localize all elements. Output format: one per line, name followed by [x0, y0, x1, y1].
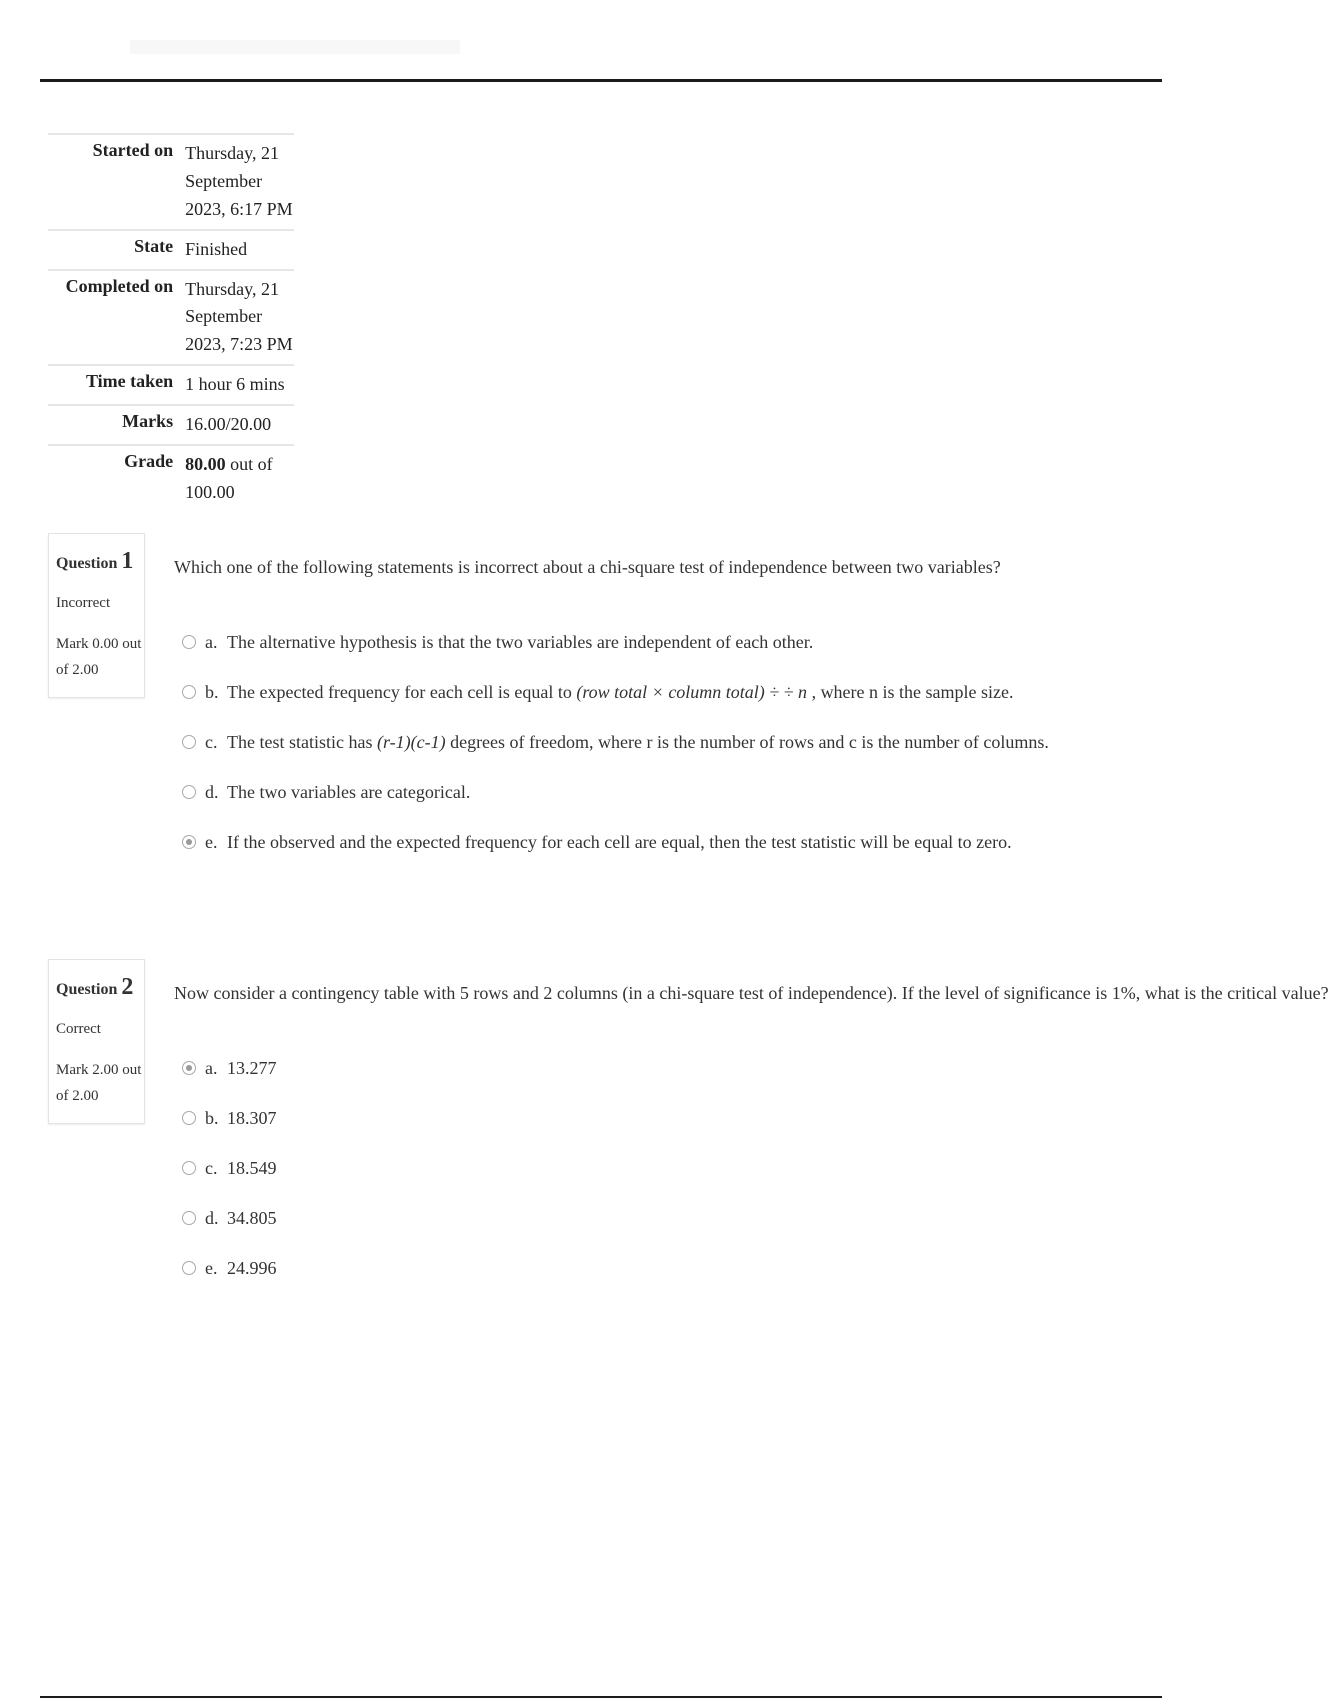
option-text: 18.549 [227, 1157, 277, 1178]
question-text: Which one of the following statements is incorrect about a chi-square test of independence between two variables? [174, 557, 1001, 577]
option-text-before: The test statistic has [227, 731, 377, 752]
answer-option-c[interactable] [182, 717, 1049, 767]
option-letter: b. [205, 1107, 219, 1128]
summary-label: Time taken [85, 371, 174, 392]
radio-button-selected[interactable] [182, 1061, 196, 1075]
option-text-after: degrees of freedom, where r is the number of rows and c is the number of columns. [445, 731, 1049, 752]
question-state: Incorrect [56, 595, 111, 611]
summary-label: Started on [92, 140, 174, 160]
summary-value: Thursday, 21 September 2023, 7:23 PM [185, 278, 293, 355]
option-letter: c. [205, 731, 218, 752]
radio-button[interactable] [182, 685, 196, 699]
option-letter: a. [205, 631, 218, 652]
bottom-divider [40, 1696, 1162, 1698]
question-info [48, 959, 145, 1124]
math-expression: (r-1)(c-1) [376, 731, 446, 752]
answer-option-a[interactable] [182, 617, 1049, 667]
answer-option-d[interactable] [182, 767, 1049, 817]
summary-row-grade [48, 445, 294, 512]
question-label: Question [56, 981, 118, 998]
option-text [227, 682, 1014, 703]
radio-button[interactable] [182, 1161, 196, 1175]
answer-option-b[interactable] [182, 1093, 277, 1143]
radio-button-selected[interactable] [182, 835, 196, 849]
top-divider [40, 79, 1162, 82]
radio-button[interactable] [182, 635, 196, 649]
question-number-value: 2 [121, 974, 134, 1000]
question-number [56, 972, 144, 1002]
summary-value [185, 445, 294, 512]
question-grade: Mark 0.00 out of 2.00 [56, 635, 142, 678]
option-letter: a. [205, 1057, 218, 1078]
option-letter: e. [205, 1257, 218, 1278]
summary-row-state [48, 230, 294, 270]
summary-label: State [134, 235, 174, 256]
option-letter: c. [205, 1157, 218, 1178]
option-letter: d. [205, 781, 219, 802]
answer-option-b[interactable] [182, 667, 1049, 717]
option-text [227, 732, 1049, 753]
summary-row-completed [48, 270, 294, 366]
question-grade: Mark 2.00 out of 2.00 [56, 1061, 142, 1104]
option-letter: e. [205, 831, 218, 852]
summary-row-marks [48, 405, 294, 445]
grade-value: 80.00 [185, 454, 226, 475]
question-state: Correct [56, 1021, 101, 1037]
option-text-before: The expected frequency for each cell is equal to [227, 681, 577, 702]
radio-button[interactable] [182, 785, 196, 799]
summary-value: Thursday, 21 September 2023, 6:17 PM [185, 143, 293, 219]
summary-value: 16.00/20.00 [185, 414, 272, 435]
radio-button[interactable] [182, 1211, 196, 1225]
question-info [48, 533, 145, 698]
summary-row-time-taken [48, 365, 294, 405]
radio-button[interactable] [182, 1111, 196, 1125]
option-letter: b. [205, 681, 219, 702]
summary-value: Finished [185, 238, 248, 259]
summary-label: Completed on [65, 275, 174, 296]
option-letter: d. [205, 1207, 219, 1228]
attempt-summary-table [48, 133, 294, 512]
answer-option-a[interactable] [182, 1043, 277, 1093]
option-text: If the observed and the expected frequency for each cell are equal, then the test statistic will be equal to zero. [227, 831, 1012, 852]
answer-option-e[interactable] [182, 817, 1049, 867]
option-text: The alternative hypothesis is that the two variables are independent of each other. [227, 631, 814, 652]
question-number [56, 546, 144, 576]
summary-label: Grade [124, 451, 174, 472]
option-text: 13.277 [227, 1057, 277, 1078]
radio-button[interactable] [182, 1261, 196, 1275]
option-text: 24.996 [227, 1257, 277, 1278]
summary-value: 1 hour 6 mins [185, 374, 285, 395]
math-expression: (row total × column total) ÷ ÷ n [576, 681, 808, 702]
answer-option-c[interactable] [182, 1143, 277, 1193]
question-label: Question [56, 555, 118, 572]
radio-button[interactable] [182, 735, 196, 749]
summary-label: Marks [122, 411, 174, 432]
header-placeholder [130, 40, 460, 54]
question-text: Now consider a contingency table with 5 rows and 2 columns (in a chi-square test of independence). If the level of significance is 1%, what is the critical value? [174, 983, 1329, 1003]
answer-option-e[interactable] [182, 1243, 277, 1293]
grade-out-of: out of 100.00 [185, 454, 273, 502]
summary-row-started [48, 134, 294, 230]
option-text: The two variables are categorical. [227, 781, 471, 802]
option-text-after: , where n is the sample size. [807, 681, 1014, 702]
answer-list [182, 1043, 277, 1293]
question-number-value: 1 [121, 548, 134, 574]
option-text: 18.307 [227, 1107, 277, 1128]
answer-list [182, 617, 1049, 867]
option-text: 34.805 [227, 1207, 277, 1228]
answer-option-d[interactable] [182, 1193, 277, 1243]
